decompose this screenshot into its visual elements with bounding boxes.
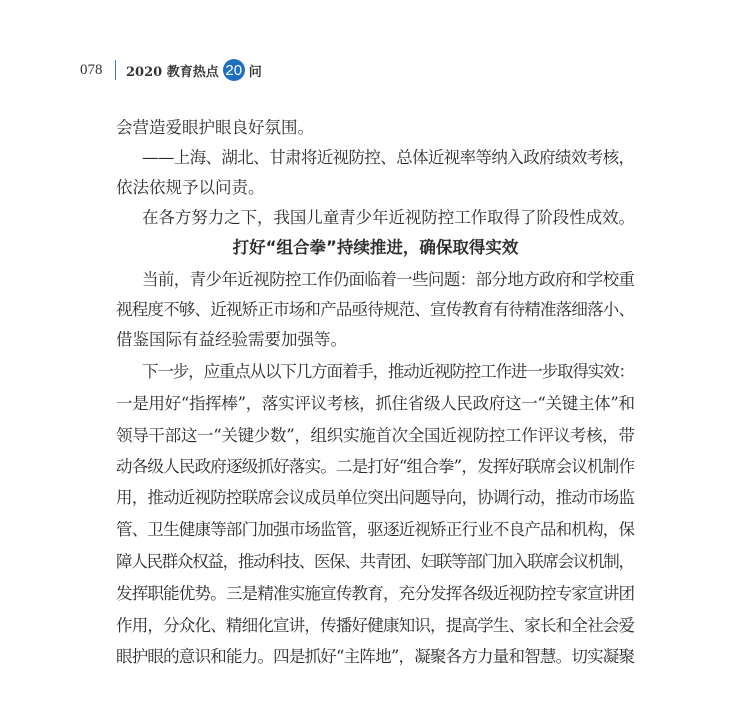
text-line: 一是用好“指挥棒”，落实评议考核，抓住省级人民政府这一“关键主体”和 — [116, 394, 635, 413]
text-line: 在各方努力之下，我国儿童青少年近视防控工作取得了阶段性成效。 — [142, 208, 635, 227]
page-number: 078 — [80, 61, 103, 78]
text-line: 依法依规予以问责。 — [116, 178, 265, 197]
text-line: 用，推动近视防控联席会议成员单位突出问题导向，协调行动，推动市场监 — [116, 488, 635, 507]
text-line: 视程度不够、近视矫正市场和产品亟待规范、宣传教育有待精准落细落小、 — [116, 300, 635, 319]
text-line: ——上海、湖北、甘肃将近视防控、总体近视率等纳入政府绩效考核， — [142, 148, 635, 167]
book-title: 2020 教育热点 — [126, 64, 219, 80]
text-line: 当前，青少年近视防控工作仍面临着一些问题：部分地方政府和学校重 — [142, 270, 635, 289]
text-line: 眼护眼的意识和能力。四是抓好“主阵地”，凝聚各方力量和智慧。切实凝聚 — [116, 647, 635, 666]
text-line: 领导干部这一“关键少数”，组织实施首次全国近视防控工作评议考核，带 — [116, 426, 635, 445]
text-line: 借鉴国际有益经验需要加强等。 — [116, 330, 347, 349]
text-line: 会营造爱眼护眼良好氛围。 — [116, 118, 314, 137]
header-divider — [115, 60, 117, 80]
section-heading: 打好“组合拳”持续推进，确保取得实效 — [232, 238, 519, 257]
number-badge: 20 — [223, 59, 245, 81]
text-line: 动各级人民政府逐级抓好落实。二是打好“组合拳”，发挥好联席会议机制作 — [116, 457, 635, 476]
running-header — [80, 60, 262, 80]
text-line: 下一步，应重点从以下几方面着手，推动近视防控工作进一步取得实效： — [142, 362, 634, 381]
text-line: 作用，分众化、精细化宣讲，传播好健康知识，提高学生、家长和全社会爱 — [116, 616, 635, 635]
text-line: 障人民群众权益，推动科技、医保、共青团、妇联等部门加入联席会议机制， — [116, 552, 634, 571]
book-title-suffix: 问 — [248, 64, 262, 80]
text-line: 发挥职能优势。三是精准实施宣传教育，充分发挥各级近视防控专家宣讲团 — [116, 584, 635, 603]
text-line: 管、卫生健康等部门加强市场监管，驱逐近视矫正行业不良产品和机构，保 — [116, 520, 635, 539]
